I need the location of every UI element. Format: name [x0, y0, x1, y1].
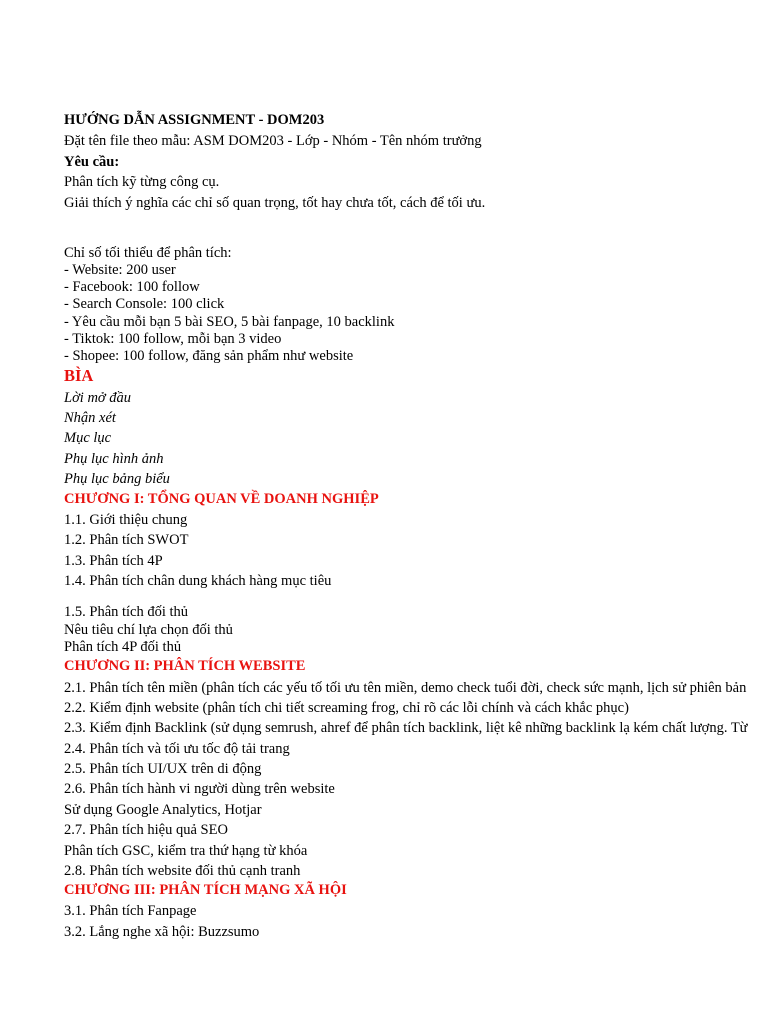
chapter-2-item: 2.8. Phân tích website đối thủ cạnh tranh — [64, 863, 301, 879]
cover-heading: BÌA — [64, 366, 94, 385]
chapter-2-item: Phân tích GSC, kiểm tra thứ hạng từ khóa — [64, 843, 308, 859]
chapter-3-item: 3.1. Phân tích Fanpage — [64, 903, 197, 919]
chapter-1-item: 1.1. Giới thiệu chung — [64, 512, 188, 528]
chapter-3-item: 3.2. Lắng nghe xã hội: Buzzsumo — [64, 924, 260, 940]
metric-item: - Search Console: 100 click — [64, 296, 225, 312]
filename-rule: Đặt tên file theo mẫu: ASM DOM203 - Lớp - Nhóm - Tên nhóm trưởng — [64, 133, 482, 149]
metrics-label: Chỉ số tối thiểu để phân tích: — [64, 245, 232, 261]
requirement-item: Phân tích kỹ từng công cụ. — [64, 174, 220, 190]
metric-item: - Website: 200 user — [64, 262, 176, 278]
chapter-1-item: Nêu tiêu chí lựa chọn đối thủ — [64, 622, 233, 638]
chapter-2-item: 2.3. Kiểm định Backlink (sử dụng semrush, ahref để phân tích backlink, liệt kê những backlink lạ kém chất lượng. Từ — [64, 720, 748, 736]
chapter-1-item: 1.3. Phân tích 4P — [64, 553, 163, 569]
chapter-2-item: 2.4. Phân tích và tối ưu tốc độ tải trang — [64, 741, 290, 757]
chapter-2-item: 2.6. Phân tích hành vi người dùng trên website — [64, 781, 335, 797]
document-title: HƯỚNG DẪN ASSIGNMENT - DOM203 — [64, 112, 325, 128]
chapter-1-item: 1.4. Phân tích chân dung khách hàng mục tiêu — [64, 573, 332, 589]
chapter-2-item: Sử dụng Google Analytics, Hotjar — [64, 802, 262, 818]
chapter-1-heading: CHƯƠNG I: TỔNG QUAN VỀ DOANH NGHIỆP — [64, 491, 379, 507]
chapter-2-heading: CHƯƠNG II: PHÂN TÍCH WEBSITE — [64, 658, 306, 674]
cover-item: Mục lục — [64, 430, 112, 446]
requirement-item: Giải thích ý nghĩa các chỉ số quan trọng, tốt hay chưa tốt, cách để tối ưu. — [64, 195, 486, 211]
metric-item: - Yêu cầu mỗi bạn 5 bài SEO, 5 bài fanpage, 10 backlink — [64, 314, 395, 330]
chapter-3-heading: CHƯƠNG III: PHÂN TÍCH MẠNG XÃ HỘI — [64, 882, 347, 898]
cover-item: Phụ lục bảng biểu — [64, 471, 170, 487]
cover-item: Nhận xét — [64, 410, 116, 426]
metric-item: - Shopee: 100 follow, đăng sản phẩm như website — [64, 348, 354, 364]
chapter-2-item: 2.7. Phân tích hiệu quả SEO — [64, 822, 228, 838]
requirements-label: Yêu cầu: — [64, 154, 120, 170]
cover-item: Lời mở đầu — [64, 390, 132, 406]
chapter-2-item: 2.1. Phân tích tên miền (phân tích các yếu tố tối ưu tên miền, demo check tuổi đời, check sức mạnh, lịch sử phiên bản — [64, 680, 747, 696]
chapter-2-item: 2.2. Kiểm định website (phân tích chi tiết screaming frog, chỉ rõ các lỗi chính và cách khắc phục) — [64, 700, 629, 716]
metric-item: - Tiktok: 100 follow, mỗi bạn 3 video — [64, 331, 282, 347]
cover-item: Phụ lục hình ảnh — [64, 451, 164, 467]
chapter-1-item: 1.5. Phân tích đối thủ — [64, 604, 189, 620]
metric-item: - Facebook: 100 follow — [64, 279, 200, 295]
chapter-2-item: 2.5. Phân tích UI/UX trên di động — [64, 761, 262, 777]
chapter-1-item: Phân tích 4P đối thủ — [64, 639, 182, 655]
chapter-1-item: 1.2. Phân tích SWOT — [64, 532, 189, 548]
